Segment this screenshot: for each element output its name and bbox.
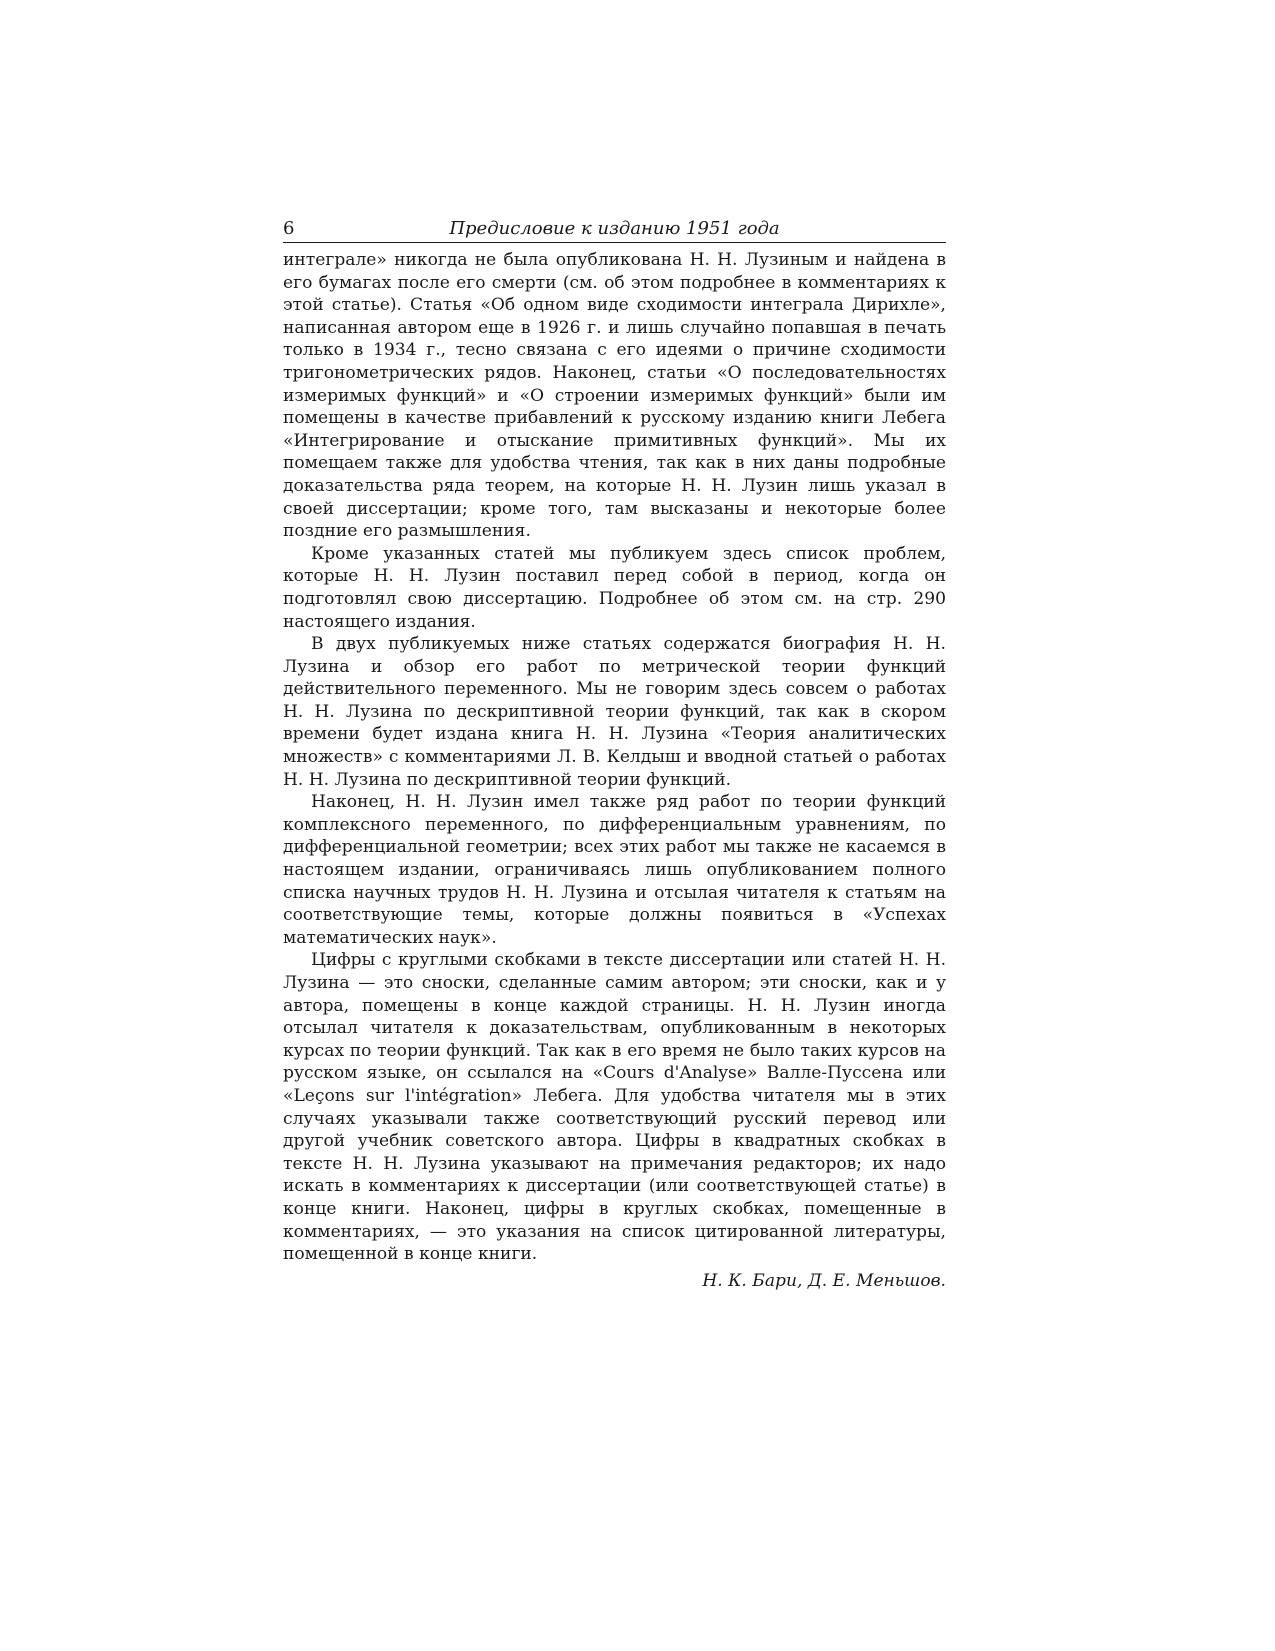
- author-signature: Н. К. Бари, Д. Е. Меньшов.: [702, 1270, 946, 1291]
- paragraph: Наконец, Н. Н. Лузин имел также ряд работ по теории функций комплексного переменного, по дифференциальным уравнениям, по дифференциальной геометрии; всех этих работ мы также не касаемся в настоящем издании, ограничиваясь лишь опубликованием полного списка научных трудов Н. Н. Лузина и отсылая читателя к статьям на соответствующие темы, которые должны появиться в «Успехах математических наук».: [283, 792, 946, 948]
- book-page: [283, 212, 946, 1292]
- page-number: 6: [283, 218, 295, 239]
- paragraph: Кроме указанных статей мы публикуем здесь список проблем, которые Н. Н. Лузин поставил перед собой в период, когда он подготовлял свою диссертацию. Подробнее об этом см. на стр. 290 настоящего издания.: [283, 543, 946, 632]
- running-title: Предисловие к изданию 1951 года: [449, 218, 780, 239]
- paragraph: В двух публикуемых ниже статьях содержатся биография Н. Н. Лузина и обзор его работ по метрической теории функций действительного переменного. Мы не говорим здесь совсем о работах Н. Н. Лузина по дескриптивной теории функций, так как в скором времени будет издана книга Н. Н. Лузина «Теория аналитических множеств» с комментариями Л. В. Келдыш и вводной статьей о работах Н. Н. Лузина по дескриптивной теории функций.: [283, 634, 946, 790]
- paragraph: Цифры с круглыми скобками в тексте диссертации или статей Н. Н. Лузина — это сноски, сделанные самим автором; эти сноски, как и у автора, помещены в конце каждой страницы. Н. Н. Лузин иногда отсылал читателя к доказательствам, опубликованным в некоторых курсах по теории функций. Так как в его время не было таких курсов на русском языке, он ссылался на «Cours d'Analyse» Валле-Пуссена или «Leçons sur l'intégration» Лебега. Для удобства читателя мы в этих случаях указывали также соответствующий русский перевод или другой учебник советского автора. Цифры в квадратных скобках в тексте Н. Н. Лузина указывают на примечания редакторов; их надо искать в комментариях к диссертации (или соответствующей статье) в конце книги. Наконец, цифры в круглых скобках, помещенные в комментариях, — это указания на список цитированной литературы, помещенной в конце книги.: [283, 950, 946, 1265]
- paragraph: интеграле» никогда не была опубликована Н. Н. Лузиным и найдена в его бумагах после его смерти (см. об этом подробнее в комментариях к этой статье). Статья «Об одном виде сходимости интеграла Дирихле», написанная автором еще в 1926 г. и лишь случайно попавшая в печать только в 1934 г., тесно связана с его идеями о причине сходимости тригонометрических рядов. Наконец, статьи «О последовательностях измеримых функций» и «О строении измеримых функций» были им помещены в качестве прибавлений к русскому изданию книги Лебега «Интегрирование и отыскание примитивных функций». Мы их помещаем также для удобства чтения, так как в них даны подробные доказательства ряда теорем, на которые Н. Н. Лузин лишь указал в своей диссертации; кроме того, там высказаны и некоторые более поздние его размышления.: [283, 250, 946, 542]
- running-head: [283, 212, 946, 243]
- body-text: [283, 249, 946, 1266]
